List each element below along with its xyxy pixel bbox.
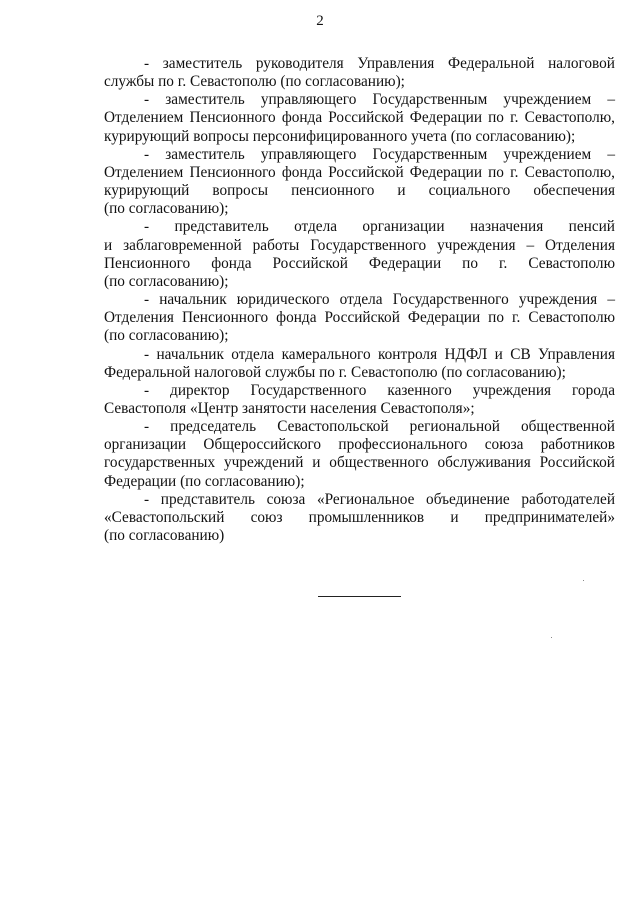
page-number: 2 xyxy=(316,13,324,29)
list-item-line: Федеральной налоговой службы по г. Севастополю (по согласованию); xyxy=(104,363,566,381)
list-item-line: Севастополя «Центр занятости населения Севастополя»; xyxy=(104,399,475,417)
list-item-line: (по согласованию); xyxy=(104,272,229,290)
list-item-line: - представитель отдела организации назначения пенсий xyxy=(144,218,615,236)
list-item-line: организации Общероссийского профессионального союза работников xyxy=(104,436,615,454)
list-item-line: государственных учреждений и общественного обслуживания Российской xyxy=(104,454,615,472)
list-item-line: (по согласованию); xyxy=(104,200,229,218)
list-item xyxy=(104,218,615,291)
list-item-line: службы по г. Севастополю (по согласованию); xyxy=(104,73,405,91)
document-body xyxy=(104,55,615,545)
list-item-line: Отделением Пенсионного фонда Российской Федерации по г. Севастополю, xyxy=(104,109,615,127)
list-item-line: Пенсионного фонда Российской Федерации по г. Севастополю xyxy=(104,254,615,272)
list-item-line: - директор Государственного казенного учреждения города xyxy=(144,381,615,399)
list-item-line: Отделения Пенсионного фонда Российской Федерации по г. Севастополю xyxy=(104,309,615,327)
scan-speck xyxy=(583,580,584,581)
list-item-line: - заместитель руководителя Управления Федеральной налоговой xyxy=(144,55,615,72)
list-item-line: (по согласованию); xyxy=(104,327,229,345)
list-item-line: - представитель союза «Региональное объединение работодателей xyxy=(144,490,615,508)
list-item-line: - заместитель управляющего Государственным учреждением – xyxy=(144,145,615,163)
list-item-line: Отделением Пенсионного фонда Российской Федерации по г. Севастополю, xyxy=(104,163,615,181)
list-item-line: - председатель Севастопольской региональной общественной xyxy=(144,418,615,436)
list-item xyxy=(104,55,615,91)
end-separator-line xyxy=(318,596,401,597)
list-item-line: (по согласованию) xyxy=(104,527,225,545)
scan-speck xyxy=(551,637,552,638)
list-item-line: Федерации (по согласованию); xyxy=(104,472,305,490)
list-item xyxy=(104,346,615,382)
list-item xyxy=(104,146,615,219)
list-item-line: курирующий вопросы пенсионного и социального обеспечения xyxy=(104,182,615,200)
list-item xyxy=(104,291,615,345)
list-item xyxy=(104,418,615,491)
list-item-line: курирующий вопросы персонифицированного учета (по согласованию); xyxy=(104,127,576,145)
list-item-line: - начальник отдела камерального контроля НДФЛ и СВ Управления xyxy=(144,345,615,363)
list-item-line: и заблаговременной работы Государственного учреждения – Отделения xyxy=(104,236,615,254)
list-item xyxy=(104,382,615,418)
list-item xyxy=(104,91,615,145)
list-item-line: «Севастопольский союз промышленников и предпринимателей» xyxy=(104,508,615,526)
list-item xyxy=(104,491,615,545)
list-item-line: - заместитель управляющего Государственным учреждением – xyxy=(144,91,615,109)
list-item-line: - начальник юридического отдела Государственного учреждения – xyxy=(144,291,615,309)
